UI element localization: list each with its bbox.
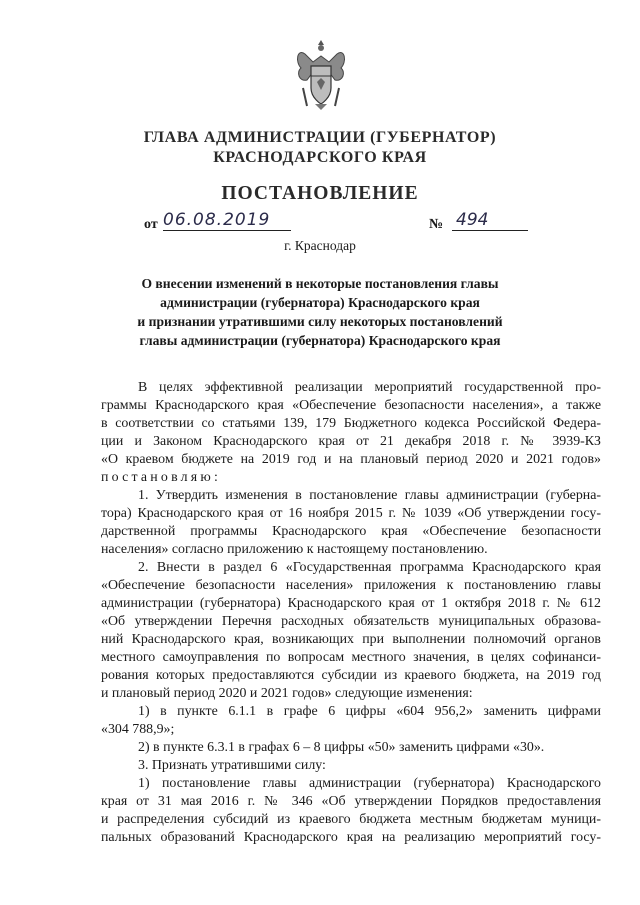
body-line: 1) в пункте 6.1.1 в графе 6 цифры «604 956,2» заменить цифрами <box>138 704 601 719</box>
body-line: местного самоуправления по вопросам местного значения, в целях софинанси- <box>101 650 601 665</box>
body-line: В целях эффективной реализации мероприятий государственной про- <box>138 380 601 395</box>
subject-line: главы администрации (губернатора) Краснодарского края <box>139 333 501 348</box>
number-label: № <box>429 217 444 232</box>
body-line: тора) Краснодарского края от 16 ноября 2015 г. № 1039 «Об утверждении госу- <box>101 506 601 521</box>
body-line: и распределения субсидий из краевого бюджета местным бюджетам муници- <box>101 812 601 827</box>
body-line: 2. Внести в раздел 6 «Государственная программа Краснодарского края <box>138 560 601 575</box>
city: г. Краснодар <box>284 238 356 253</box>
body-line: ции и Законом Краснодарского края от 21 декабря 2018 г. № 3939-КЗ <box>101 434 601 449</box>
subject-line: О внесении изменений в некоторые постановления главы <box>141 276 499 291</box>
body-line: 1. Утвердить изменения в постановление главы администрации (губерна- <box>138 488 601 503</box>
body-line: пальных образований Краснодарского края на реализацию мероприятий госу- <box>101 830 601 845</box>
authority-title-line1: ГЛАВА АДМИНИСТРАЦИИ (ГУБЕРНАТОР) <box>143 129 497 146</box>
subject-line: и признании утратившими силу некоторых постановлений <box>137 314 503 329</box>
body-line: ний Краснодарского края, возникающих при выполнении полномочий органов <box>101 632 601 647</box>
body-line: дарственной программы Краснодарского края «Обеспечение безопасности <box>101 524 601 539</box>
krasnodar-coat-of-arms-icon <box>293 38 349 112</box>
body-line: постановляю: <box>101 470 222 485</box>
body-line: «О краевом бюджете на 2019 год и на плановый период 2020 и 2021 годов» <box>101 452 601 467</box>
body-line: 3. Признать утратившими силу: <box>138 758 326 773</box>
document-number: 494 <box>452 210 528 231</box>
body-line: края от 31 мая 2016 г. № 346 «Об утверждении Порядков предоставления <box>101 794 601 809</box>
body-line: «Обеспечение безопасности населения» приложения к постановлению главы <box>101 578 601 593</box>
subject-line: администрации (губернатора) Краснодарского края <box>160 295 480 310</box>
body-line: рования которых предоставляются субсидии из краевого бюджета, на 2019 год <box>101 668 601 683</box>
body-line: «Об утверждении Перечня расходных обязательств муниципальных образова- <box>101 614 601 629</box>
body-line: 2) в пункте 6.3.1 в графах 6 – 8 цифры «50» заменить цифрами «30». <box>138 740 545 755</box>
body-line: и плановый период 2020 и 2021 годов» следующие изменения: <box>101 686 473 701</box>
body-line: граммы Краснодарского края «Обеспечение безопасности населения», а также <box>101 398 601 413</box>
body-line: населения» согласно приложению к настоящему постановлению. <box>101 542 488 557</box>
body-line: 1) постановление главы администрации (губернатора) Краснодарского <box>138 776 601 791</box>
body-line: в соответствии со статьями 139, 179 Бюджетного кодекса Российской Федера- <box>101 416 601 431</box>
authority-title-line2: КРАСНОДАРСКОГО КРАЯ <box>213 149 427 166</box>
document-date: 06.08.2019 <box>163 210 291 231</box>
date-label: от <box>144 217 158 232</box>
document-type: ПОСТАНОВЛЕНИЕ <box>221 183 419 204</box>
body-line: «304 788,9»; <box>101 722 175 737</box>
body-line: администрации (губернатора) Краснодарского края от 1 октября 2018 г. № 612 <box>101 596 601 611</box>
